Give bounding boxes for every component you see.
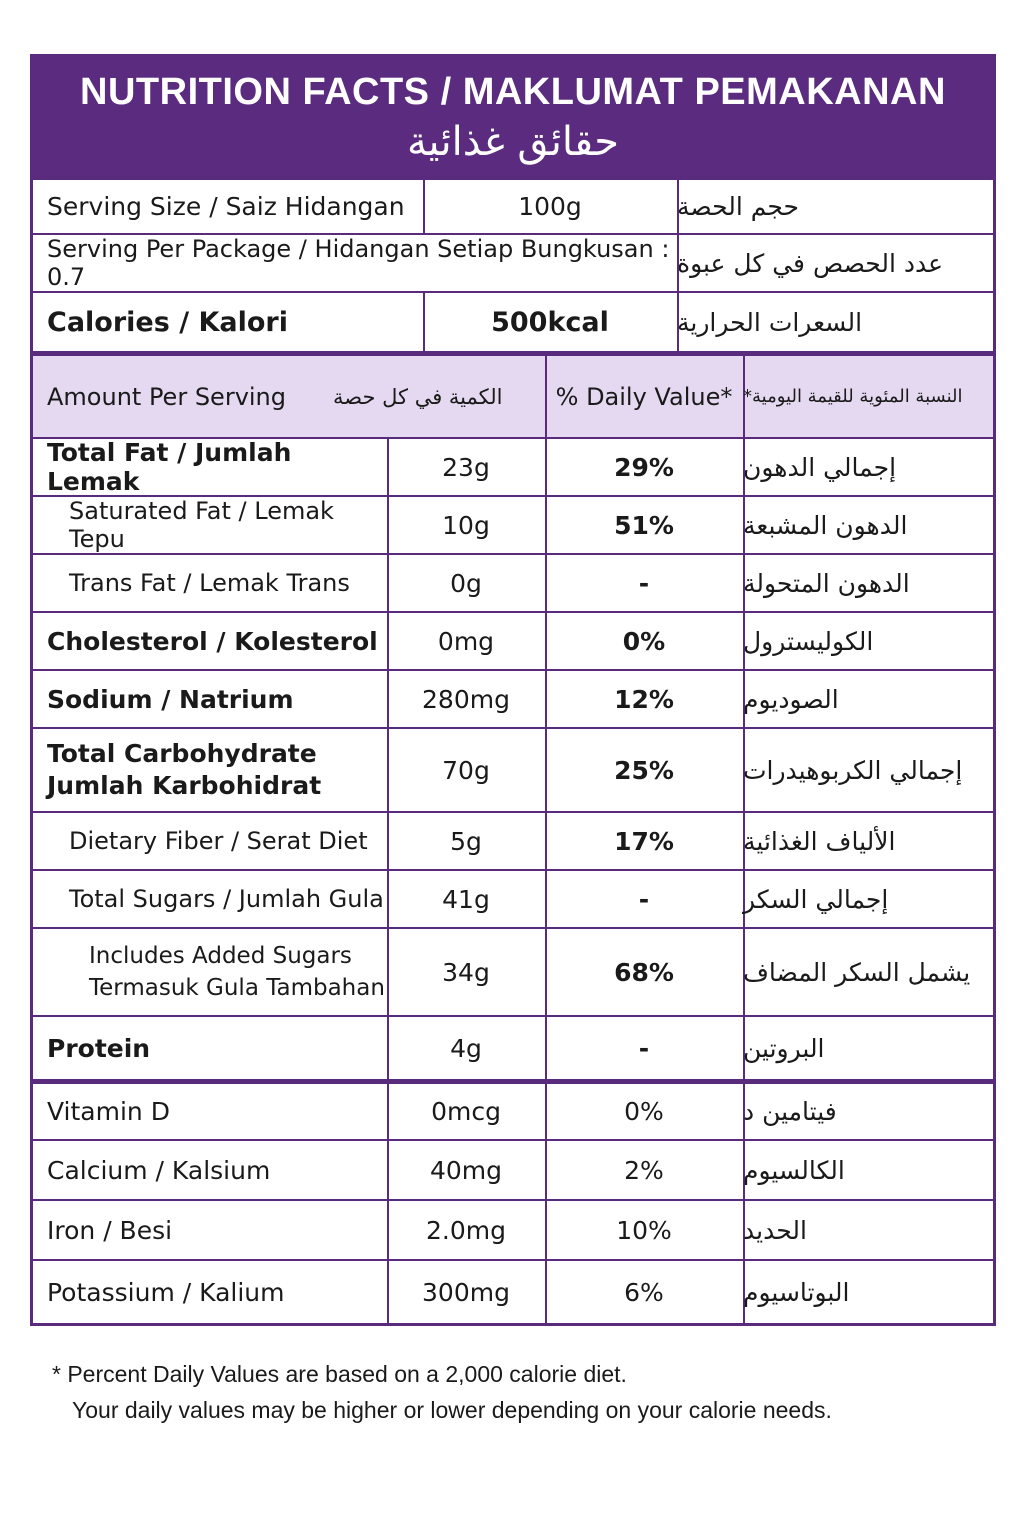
nutrient-row-protein	[33, 1017, 993, 1079]
servings-per-package-arabic: عدد الحصص في كل عبوة	[677, 248, 944, 278]
nutrient-label	[33, 729, 387, 811]
vitamin-dv: 0%	[624, 1097, 664, 1126]
nutrient-arabic: الصوديوم	[743, 684, 839, 714]
nutrient-dv: 29%	[614, 452, 674, 482]
vitamin-dv: 2%	[624, 1155, 664, 1185]
footnote-line2: Your daily values may be higher or lower depending on your calorie needs.	[72, 1397, 832, 1423]
amount-per-serving-label: Amount Per Serving	[47, 382, 287, 411]
nutrient-amount: 41g	[442, 884, 490, 914]
vitamin-label: Potassium / Kalium	[47, 1277, 285, 1307]
nutrient-label: Protein	[47, 1033, 151, 1063]
nutrition-header	[33, 57, 993, 177]
nutrient-amount: 4g	[450, 1033, 482, 1063]
nutrient-amount: 280mg	[422, 684, 510, 714]
vitamin-arabic: فيتامين د	[743, 1097, 837, 1126]
nutrient-amount: 0g	[450, 568, 482, 598]
vitamin-arabic: البوتاسيوم	[743, 1277, 850, 1307]
nutrient-dv: 51%	[614, 510, 674, 540]
servings-per-package-label: Serving Per Package / Hidangan Setiap Bungkusan : 0.7	[47, 235, 670, 291]
vitamin-row-vitamin-d	[33, 1079, 993, 1141]
nutrient-arabic: إجمالي الكربوهيدرات	[743, 755, 963, 785]
amount-per-serving-arabic: الكمية في كل حصة	[333, 384, 503, 409]
calories-value: 500kcal	[491, 306, 609, 338]
serving-size-row	[33, 177, 993, 235]
nutrient-amount: 70g	[442, 755, 490, 785]
vitamin-dv: 10%	[616, 1215, 672, 1245]
nutrient-label: Trans Fat / Lemak Trans	[69, 569, 350, 597]
vitamin-row-potassium	[33, 1261, 993, 1323]
vitamin-label: Calcium / Kalsium	[47, 1155, 271, 1185]
servings-per-package-row	[33, 235, 993, 293]
nutrient-dv: -	[638, 568, 650, 598]
nutrient-row-cholesterol	[33, 613, 993, 671]
nutrient-row-saturated-fat	[33, 497, 993, 555]
nutrient-row-trans-fat	[33, 555, 993, 613]
nutrient-arabic: الألياف الغذائية	[743, 826, 896, 856]
nutrient-amount: 23g	[442, 452, 490, 482]
nutrient-label: Dietary Fiber / Serat Diet	[69, 827, 368, 855]
nutrient-arabic: الدهون المتحولة	[743, 568, 910, 598]
footnote-line1: * Percent Daily Values are based on a 2,000 calorie diet.	[52, 1361, 627, 1387]
nutrient-dv: -	[638, 1033, 650, 1063]
vitamin-arabic: الكالسيوم	[743, 1155, 845, 1185]
nutrient-arabic: الدهون المشبعة	[743, 510, 908, 540]
nutrient-dv: -	[638, 884, 650, 914]
nutrient-dv: 0%	[622, 626, 666, 656]
nutrient-label: Sodium / Natrium	[47, 684, 294, 714]
nutrition-facts-panel	[30, 54, 996, 1326]
vitamin-label: Iron / Besi	[47, 1215, 173, 1245]
nutrient-arabic: يشمل السكر المضاف	[743, 957, 971, 987]
nutrient-label-line2: Termasuk Gula Tambahan	[89, 975, 385, 1001]
serving-size-label: Serving Size / Saiz Hidangan	[47, 192, 405, 221]
nutrient-label: Cholesterol / Kolesterol	[47, 626, 378, 656]
nutrient-row-total-carbohydrate	[33, 729, 993, 813]
nutrient-arabic: البروتين	[743, 1033, 825, 1063]
vitamin-row-calcium	[33, 1141, 993, 1201]
nutrient-label: Total Sugars / Jumlah Gula	[69, 885, 384, 913]
vitamin-amount: 0mcg	[431, 1097, 501, 1126]
nutrient-label: Saturated Fat / Lemak Tepu	[69, 497, 334, 553]
footnote	[52, 1356, 972, 1428]
nutrient-dv: 68%	[614, 957, 674, 987]
vitamin-arabic: الحديد	[743, 1215, 807, 1245]
nutrient-amount: 10g	[442, 510, 490, 540]
vitamin-dv: 6%	[624, 1277, 664, 1307]
amount-header-row	[33, 353, 993, 439]
nutrient-arabic: الكوليسترول	[743, 626, 874, 656]
nutrient-amount: 34g	[442, 957, 490, 987]
nutrient-amount: 0mg	[437, 626, 495, 656]
nutrient-label-line1: Includes Added Sugars	[89, 943, 352, 969]
nutrient-label-line2: Jumlah Karbohidrat	[47, 771, 322, 800]
nutrient-dv: 12%	[614, 684, 674, 714]
nutrient-row-total-sugars	[33, 871, 993, 929]
nutrient-label-line1: Total Carbohydrate	[47, 739, 317, 768]
calories-row	[33, 293, 993, 353]
nutrient-label: Total Fat / Jumlah Lemak	[47, 438, 292, 496]
nutrient-dv: 17%	[614, 826, 674, 856]
vitamin-row-iron	[33, 1201, 993, 1261]
calories-label: Calories / Kalori	[47, 306, 288, 338]
serving-size-arabic: حجم الحصة	[677, 192, 799, 221]
nutrient-amount: 5g	[450, 826, 482, 856]
nutrient-row-dietary-fiber	[33, 813, 993, 871]
serving-size-value: 100g	[518, 192, 582, 221]
vitamin-amount: 2.0mg	[426, 1215, 506, 1245]
calories-arabic: السعرات الحرارية	[677, 307, 863, 337]
nutrient-row-total-fat	[33, 439, 993, 497]
nutrient-arabic: إجمالي السكر	[743, 884, 889, 914]
vitamin-label: Vitamin D	[47, 1097, 170, 1126]
nutrition-title: NUTRITION FACTS / MAKLUMAT PEMAKANAN	[80, 71, 946, 113]
nutrient-row-sodium	[33, 671, 993, 729]
nutrition-title-arabic: حقائق غذائية	[406, 119, 620, 165]
nutrient-dv: 25%	[614, 755, 674, 785]
daily-value-header: % Daily Value*	[555, 382, 733, 411]
vitamin-amount: 300mg	[422, 1277, 510, 1307]
nutrient-label	[33, 929, 387, 1015]
daily-value-header-arabic: النسبة المئوية للقيمة اليومية*	[743, 386, 963, 407]
nutrient-arabic: إجمالي الدهون	[743, 452, 897, 482]
vitamin-amount: 40mg	[429, 1155, 503, 1185]
nutrient-row-added-sugars	[33, 929, 993, 1017]
